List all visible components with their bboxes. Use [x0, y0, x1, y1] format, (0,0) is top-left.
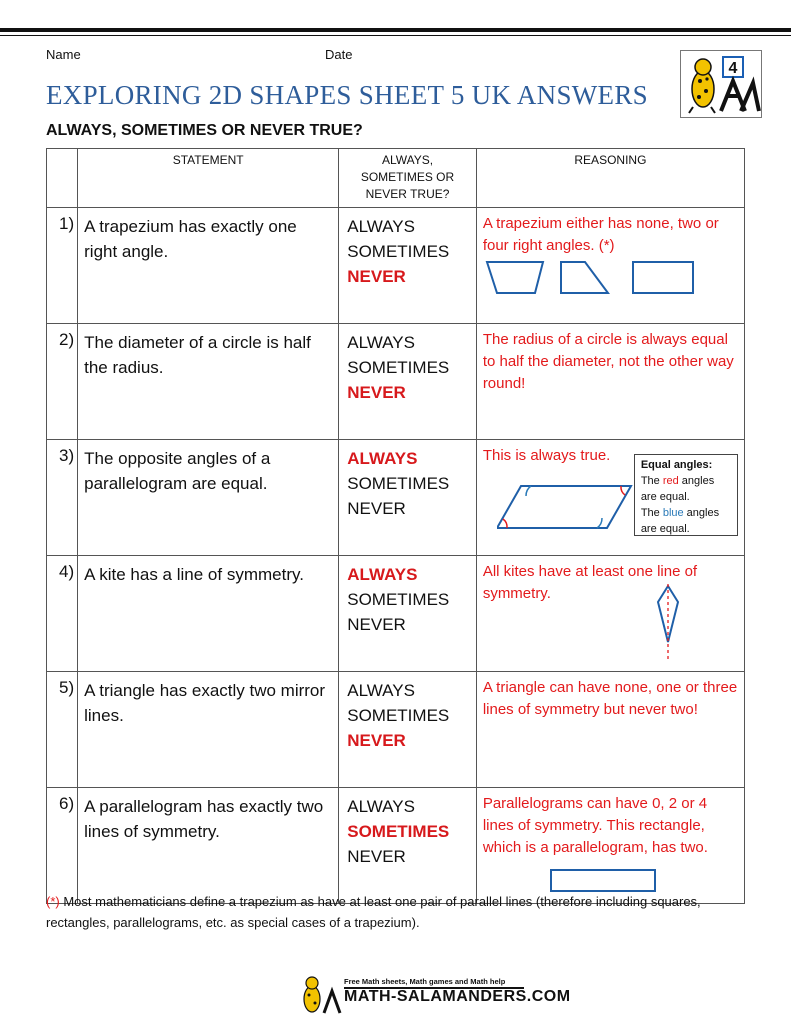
footnote-text: Most mathematicians define a trapezium as have at least one pair of parallel lines (therefore including squares, rectangles, parallelograms, etc. as special cases of a trapezium).	[46, 894, 701, 930]
top-rule-thin	[0, 35, 791, 36]
row-reasoning	[476, 440, 744, 556]
row-statement: A kite has a line of symmetry.	[78, 556, 339, 672]
row-number: 1)	[47, 208, 78, 324]
parallelogram-outline	[497, 486, 631, 528]
row-answer-options	[339, 324, 477, 440]
header-reasoning: REASONING	[476, 149, 744, 208]
row-statement: A trapezium has exactly one right angle.	[78, 208, 339, 324]
row-reasoning	[476, 324, 744, 440]
table-row	[47, 672, 745, 788]
row-reasoning	[476, 208, 744, 324]
row-statement: The opposite angles of a parallelogram are equal.	[78, 440, 339, 556]
option-sometimes: SOMETIMES	[347, 706, 450, 725]
blue-angle-arc	[597, 518, 602, 528]
footer-site-name[interactable]: MATH-SALAMANDERS.COM	[344, 988, 571, 1005]
table-row	[47, 208, 745, 324]
footer-brand	[298, 975, 571, 1015]
table-header-row	[47, 149, 745, 208]
option-never: NEVER	[347, 731, 406, 750]
option-sometimes: SOMETIMES	[347, 474, 450, 493]
row-number: 6)	[47, 788, 78, 904]
table-row	[47, 324, 745, 440]
option-never: NEVER	[347, 383, 406, 402]
row-reasoning	[476, 788, 744, 904]
row-answer-options	[339, 672, 477, 788]
option-sometimes: SOMETIMES	[347, 242, 450, 261]
option-always: ALWAYS	[347, 797, 415, 816]
row-reasoning	[476, 672, 744, 788]
worksheet-table	[46, 148, 745, 904]
option-never: NEVER	[347, 847, 406, 866]
row-reasoning	[476, 556, 744, 672]
parallelogram-shape	[497, 482, 633, 532]
option-sometimes: SOMETIMES	[347, 822, 450, 841]
table-row	[47, 440, 745, 556]
option-never: NEVER	[347, 267, 406, 286]
logo-digit: 4	[728, 60, 738, 77]
header-answer: ALWAYS, SOMETIMES OR NEVER TRUE?	[339, 149, 477, 208]
equal-angles-key: Equal angles: The red angles are equal. The blue angles are equal.	[634, 454, 738, 536]
salamander-logo	[680, 50, 762, 118]
table-row	[47, 788, 745, 904]
row-number: 5)	[47, 672, 78, 788]
reasoning-text: The radius of a circle is always equal to half the diameter, not the other way round!	[482, 331, 734, 392]
salamander-icon	[298, 975, 342, 1015]
option-always: ALWAYS	[347, 217, 415, 236]
kite-shape	[653, 584, 683, 664]
row-statement: A triangle has exactly two mirror lines.	[78, 672, 339, 788]
option-sometimes: SOMETIMES	[347, 358, 450, 377]
footer-tagline: Free Math sheets, Math games and Math help	[344, 977, 506, 986]
option-sometimes: SOMETIMES	[347, 590, 450, 609]
salamander-icon	[681, 51, 761, 117]
rectangle-outline	[551, 870, 655, 891]
row-answer-options	[339, 788, 477, 904]
option-always: ALWAYS	[347, 449, 418, 468]
right-trapezium	[561, 262, 608, 293]
footnote-mark: (*)	[46, 894, 60, 909]
header-statement: STATEMENT	[78, 149, 339, 208]
trapezium-shapes	[485, 260, 700, 296]
reasoning-text: A trapezium either has none, two or four right angles. (*)	[482, 215, 719, 254]
name-label: Name	[46, 47, 81, 62]
row-number: 3)	[47, 440, 78, 556]
rectangle-shape	[633, 262, 693, 293]
option-always: ALWAYS	[347, 681, 415, 700]
row-answer-options	[339, 440, 477, 556]
reasoning-text: All kites have at least one line of symmetry.	[482, 563, 698, 602]
red-angle-arc	[621, 486, 625, 495]
table-row	[47, 556, 745, 672]
page-subtitle: ALWAYS, SOMETIMES OR NEVER TRUE?	[46, 122, 363, 139]
footnote	[46, 891, 746, 933]
top-rule	[0, 28, 791, 32]
row-statement: The diameter of a circle is half the radius.	[78, 324, 339, 440]
blue-angle-arc	[526, 486, 531, 496]
red-angle-arc	[503, 519, 507, 528]
row-number: 4)	[47, 556, 78, 672]
reasoning-text: This is always true.	[482, 447, 611, 464]
isosceles-trapezium	[487, 262, 543, 293]
option-never: NEVER	[347, 615, 406, 634]
row-answer-options	[339, 556, 477, 672]
reasoning-text: Parallelograms can have 0, 2 or 4 lines of symmetry. This rectangle, which is a parallelogram, has two.	[482, 795, 708, 856]
row-statement: A parallelogram has exactly two lines of symmetry.	[78, 788, 339, 904]
option-never: NEVER	[347, 499, 406, 518]
option-always: ALWAYS	[347, 333, 415, 352]
header-number	[47, 149, 78, 208]
row-number: 2)	[47, 324, 78, 440]
reasoning-text: A triangle can have none, one or three lines of symmetry but never two!	[482, 679, 738, 718]
option-always: ALWAYS	[347, 565, 418, 584]
page-title: EXPLORING 2D SHAPES SHEET 5 UK ANSWERS	[46, 80, 648, 110]
row-answer-options	[339, 208, 477, 324]
date-label: Date	[325, 47, 353, 62]
